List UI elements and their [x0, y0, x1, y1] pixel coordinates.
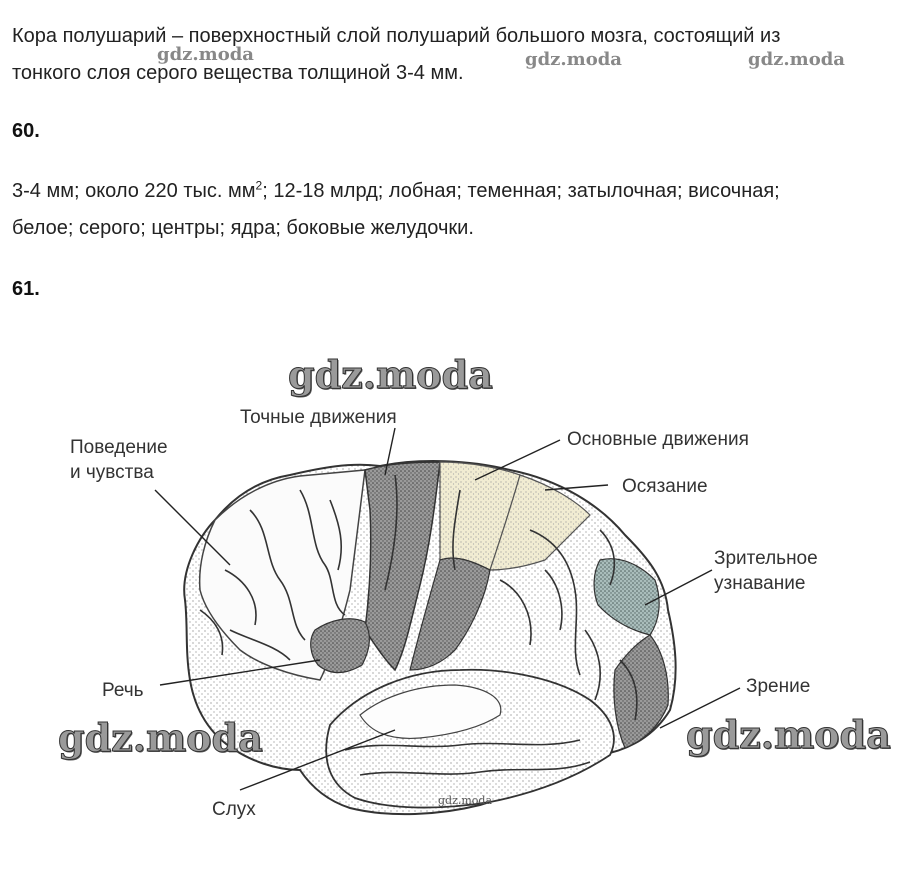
watermark-right: gdz.moda: [686, 712, 891, 757]
label-hearing: Слух: [212, 799, 256, 820]
watermark-tiny: gdz.moda: [438, 794, 493, 807]
label-touch: Осязание: [622, 476, 708, 497]
label-vision: Зрение: [746, 676, 811, 697]
question-60-number: 60.: [12, 120, 40, 142]
question-60-answer: [12, 173, 780, 247]
watermark-top-1: gdz.moda: [157, 44, 254, 65]
label-basic-movements: Основные движения: [567, 429, 749, 450]
label-behavior-line2: и чувства: [70, 462, 154, 483]
superscript-2: 2: [255, 178, 263, 193]
label-speech: Речь: [102, 680, 144, 701]
label-visual-line2: узнавание: [714, 573, 806, 594]
label-precise-movements: Точные движения: [240, 407, 397, 428]
label-behavior-line1: Поведение: [70, 437, 168, 458]
intro-paragraph: [12, 18, 780, 92]
answer-60-part-a: 3-4 мм; около 220 тыс. мм: [12, 180, 256, 202]
answer-60-part-b: ; 12-18 млрд; лобная; теменная; затылочная; височная;: [262, 180, 780, 202]
watermark-top-2: gdz.moda: [525, 49, 622, 70]
watermark-center: gdz.moda: [288, 352, 493, 397]
watermark-left: gdz.moda: [58, 715, 263, 760]
intro-line-2: тонкого слоя серого вещества толщиной 3-4 мм.: [12, 62, 464, 84]
answer-60-line-1: [12, 173, 780, 210]
question-61-number: 61.: [12, 278, 40, 300]
watermark-top-3: gdz.moda: [748, 49, 845, 70]
answer-60-line-2: белое; серого; центры; ядра; боковые желудочки.: [12, 217, 474, 239]
label-visual-line1: Зрительное: [714, 548, 818, 569]
intro-line-1: Кора полушарий – поверхностный слой полушарий большого мозга, состоящий из: [12, 25, 781, 47]
speech-area: [311, 619, 370, 673]
